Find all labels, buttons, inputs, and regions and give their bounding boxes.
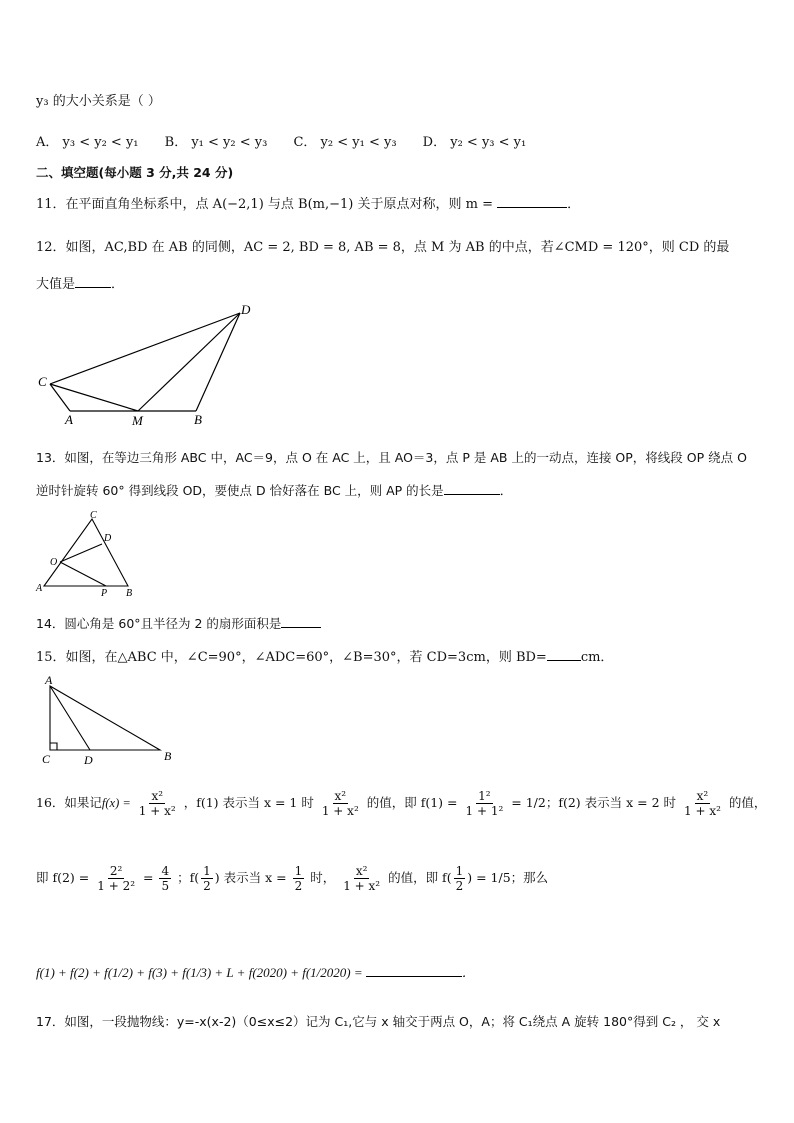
question-14 xyxy=(36,614,321,632)
frac-den: 2 xyxy=(294,879,303,893)
q16-text-e: 的值， xyxy=(728,795,767,810)
question-10-options xyxy=(36,131,548,150)
frac-den: 5 xyxy=(161,879,170,893)
frac-num: x² xyxy=(334,789,347,803)
q12-label-b: B xyxy=(194,412,202,427)
q13-label-b: B xyxy=(126,588,133,599)
q16-l2-f: ；那么 xyxy=(510,870,549,885)
q14-answer-blank[interactable] xyxy=(281,615,321,628)
q16-one-fifth: = 1/5 xyxy=(476,870,511,885)
q15-label-c: C xyxy=(42,752,51,766)
q16-l2-d: 时， xyxy=(310,870,336,885)
q16-eq-half: = 1/2 xyxy=(511,795,546,810)
frac-num: 1 xyxy=(294,864,303,878)
q16-fraction-half-b xyxy=(293,864,305,893)
frac-den: 1 + 2² xyxy=(97,879,136,893)
q16-fraction-x2 xyxy=(137,789,178,818)
q13-label-c: C xyxy=(90,510,97,521)
q12-label-c: C xyxy=(38,374,47,389)
q11-period: ． xyxy=(567,197,581,212)
q16-text-c: 的值，即 f(1) = xyxy=(366,795,458,810)
option-d[interactable]: D． y₂ < y₃ < y₁ xyxy=(422,135,527,150)
q16-answer-blank[interactable] xyxy=(366,964,462,977)
q16-fraction-4-5 xyxy=(159,864,171,893)
q12-text: 大值是 xyxy=(36,277,76,292)
q16-l2-c: 表示当 x = xyxy=(223,870,287,885)
q15-label-a: A xyxy=(45,673,53,687)
question-11 xyxy=(36,193,580,212)
question-16-line1 xyxy=(36,789,766,818)
option-c[interactable]: C． y₂ < y₁ < y₃ xyxy=(293,135,397,150)
q15-unit: cm． xyxy=(580,650,614,665)
q16-period: ． xyxy=(461,965,475,980)
q12-answer-blank[interactable] xyxy=(75,275,111,288)
question-16-line2: 即 f(2) = $\frac{\text{2²}}{\text{1 + 2²}}$ = $\frac{4}{5}$ ；f( $\frac{1}{2}$ ) 表示当 x = $\frac{1}{2}$ 时， $\frac{\text{x²}}{\text{1 + x²}}$ 的值，即 f( $\frac{1}{2}$ ) = 1/5；那么 xyxy=(36,864,549,893)
question-17: 17．如图，一段抛物线：y=-x(x-2)（0≤x≤2）记为 C₁,它与 x 轴交于两点 O，A；将 C₁绕点 A 旋转 180°得到 C₂ ， 交 x xyxy=(36,1014,721,1029)
q13-label-d: D xyxy=(104,533,112,544)
q16-fraction-half-c xyxy=(454,864,466,893)
q16-fraction-half xyxy=(201,864,213,893)
q16-fraction-x2-c xyxy=(682,789,723,818)
frac-num: 1 xyxy=(203,864,211,878)
q16-l2-a: 即 f(2) = xyxy=(36,870,90,885)
frac-num: x² xyxy=(696,789,709,803)
q12-period: ． xyxy=(111,277,125,292)
q12-label-a: A xyxy=(65,412,73,427)
question-15 xyxy=(36,646,613,665)
q14-text: 14．圆心角是 60°且半径为 2 的扇形面积是 xyxy=(36,616,282,631)
frac-num: 1² xyxy=(478,789,491,803)
frac-den: 1 + x² xyxy=(321,804,359,818)
question-12-line1: 12．如图，AC,BD 在 AB 的同侧，AC = 2, BD = 8, AB = 8，点 M 为 AB 的中点，若∠CMD = 120°，则 CD 的最 xyxy=(36,240,730,255)
q13-label-a: A xyxy=(36,583,43,594)
section-title: 二、填空题(每小题 3 分,共 24 分) xyxy=(36,165,234,180)
frac-den: 1 + x² xyxy=(138,804,176,818)
q12-label-d: D xyxy=(241,302,251,317)
q11-text: 11．在平面直角坐标系中，点 A(−2,1) 与点 B(m,−1) 关于原点对称，则 m = xyxy=(36,197,498,212)
q12-label-m: M xyxy=(132,413,143,428)
q16-sum-expression: f(1) + f(2) + f(1/2) + f(3) + f(1/3) + L + f(2020) + f(1/2020) = xyxy=(36,965,363,980)
q15-label-d: D xyxy=(84,753,93,767)
q15-label-b: B xyxy=(164,749,172,763)
frac-den: 2 xyxy=(203,879,211,893)
q16-l2-e: 的值，即 f xyxy=(388,870,447,885)
frac-den: 1 + x² xyxy=(684,804,721,818)
frac-num: 4 xyxy=(161,864,170,878)
frac-num: x² xyxy=(151,789,164,803)
q15-text: 15．如图，在△ABC 中，∠C=90°，∠ADC=60°，∠B=30°，若 CD=3cm，则 BD= xyxy=(36,650,547,665)
option-b[interactable]: B． y₁ < y₂ < y₃ xyxy=(164,135,268,150)
q16-fraction-one xyxy=(464,789,506,818)
frac-num: 2² xyxy=(109,864,123,878)
q13-label-p: P xyxy=(101,588,108,599)
frac-num: x² xyxy=(355,864,368,878)
q16-text-d: ；f(2) 表示当 x = 2 时 xyxy=(545,795,677,810)
frac-num: 1 xyxy=(455,864,464,878)
q13-text: 逆时针旋转 60° 得到线段 OD，要使点 D 恰好落在 BC 上，则 AP 的长是 xyxy=(36,483,444,498)
q16-fraction-x2-d xyxy=(341,864,382,893)
q16-fraction-two xyxy=(95,864,137,893)
q13-label-o: O xyxy=(50,557,58,568)
question-13-line2 xyxy=(36,481,512,499)
question-13-line1: 13．如图，在等边三角形 ABC 中，AC＝9，点 O 在 AC 上，且 AO＝3，点 P 是 AB 上的一动点，连接 OP，将线段 OP 绕点 O xyxy=(36,450,747,465)
question-10-tail: y₃ 的大小关系是（ ） xyxy=(36,94,161,109)
option-a[interactable]: A． y₃ < y₂ < y₁ xyxy=(36,135,139,150)
q16-fx: f(x) = xyxy=(101,796,131,810)
q13-figure xyxy=(30,506,150,602)
q16-fraction-x2-b xyxy=(320,789,361,818)
q15-answer-blank[interactable] xyxy=(547,648,581,661)
frac-den: 2 xyxy=(455,879,464,893)
question-12-line2 xyxy=(36,273,124,292)
q11-answer-blank[interactable] xyxy=(497,195,567,208)
frac-den: 1 + x² xyxy=(343,879,381,893)
q13-period: ． xyxy=(499,483,513,498)
q16-text-b: ，f(1) 表示当 x = 1 时 xyxy=(183,795,314,810)
q15-figure xyxy=(30,672,190,768)
q12-figure xyxy=(30,300,270,430)
frac-den: 1 + 1² xyxy=(465,804,504,818)
q16-intro: 16．如果记 xyxy=(36,795,102,810)
q16-l2-b: ；f xyxy=(177,870,195,885)
q13-answer-blank[interactable] xyxy=(444,482,500,495)
question-16-line3 xyxy=(36,962,475,981)
